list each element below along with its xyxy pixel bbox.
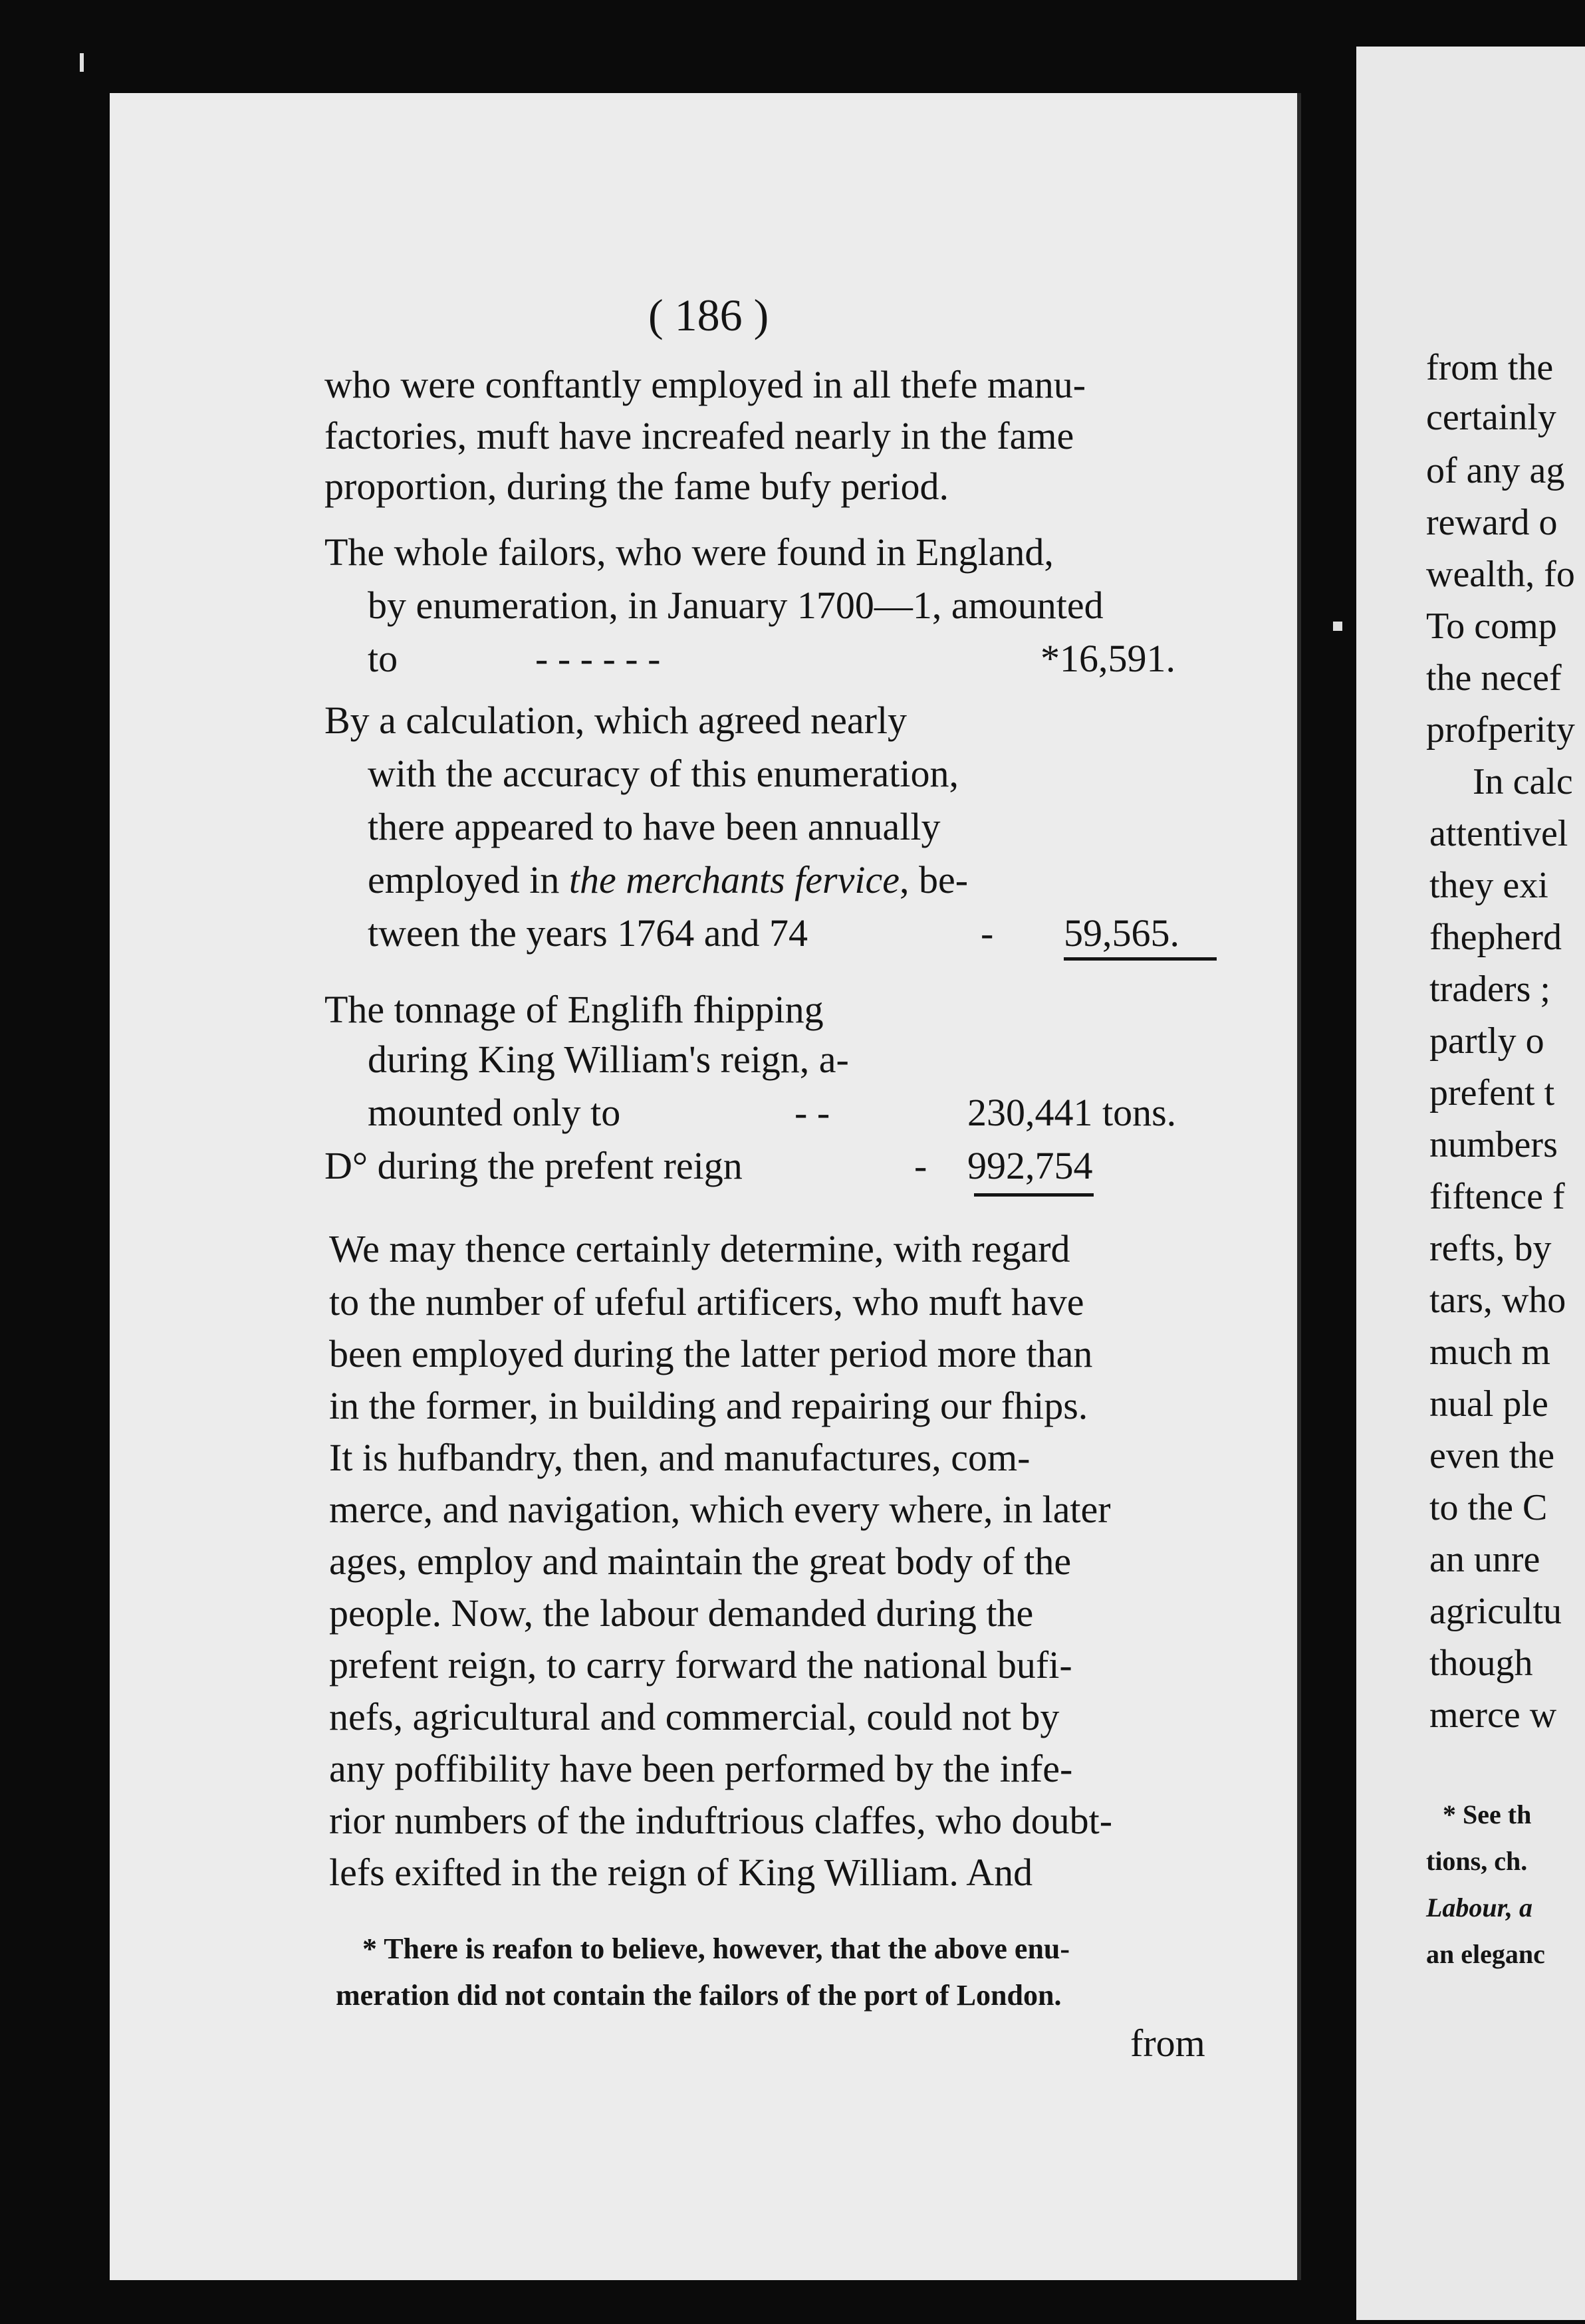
text-line: in the former, in building and repairing our fhips. (329, 1384, 1088, 1427)
leader-dashes: - - - - - - (535, 637, 661, 680)
table-label: tween the years 1764 and 74 (368, 911, 808, 955)
text-line: fhepherd (1429, 917, 1562, 958)
text-line: been employed during the latter period more than (329, 1332, 1093, 1375)
text-line: the necef (1426, 657, 1562, 699)
text-line: any poffibility have been performed by the infe- (329, 1747, 1073, 1790)
text-line: attentivel (1429, 813, 1568, 854)
footnote-line: Labour, a (1426, 1893, 1533, 1922)
text-line: who were conftantly employed in all thefe manu- (324, 363, 1086, 406)
text-line: agricultu (1429, 1591, 1562, 1632)
text-line: factories, muft have increafed nearly in the fame (324, 414, 1074, 457)
text-line: fiftence f (1429, 1176, 1565, 1217)
text-line: In calc (1473, 761, 1573, 802)
text-line: an unre (1429, 1539, 1540, 1580)
text-line: certainly (1426, 397, 1556, 438)
text-line: nual ple (1429, 1383, 1548, 1425)
text-line: merce w (1429, 1694, 1557, 1736)
text-line: ages, employ and maintain the great body of the (329, 1540, 1072, 1583)
text-line: profperity (1426, 709, 1575, 751)
text-line: The whole failors, who were found in England, (324, 530, 1054, 574)
italic-phrase: the merchants fervice (568, 858, 900, 901)
text-line: prefent reign, to carry forward the national bufi- (329, 1643, 1072, 1686)
footnote-line: * See th (1443, 1800, 1532, 1829)
footnote-line: meration did not contain the failors of the port of London. (336, 1979, 1062, 2012)
text-line: The tonnage of Englifh fhipping (324, 988, 824, 1031)
text-line: traders ; (1429, 969, 1550, 1010)
text-line: though (1429, 1643, 1533, 1684)
table-value: 230,441 tons. (967, 1091, 1177, 1134)
text-line: much m (1429, 1332, 1550, 1373)
text-line: tars, who (1429, 1280, 1566, 1321)
text-line: nefs, agricultural and commercial, could not by (329, 1695, 1060, 1738)
text-line: wealth, fo (1426, 554, 1575, 595)
sum-rule (974, 1193, 1094, 1197)
leader-dashes: - (981, 911, 994, 955)
text-line: with the accuracy of this enumeration, (368, 752, 959, 795)
footnote-line: tions, ch. (1426, 1846, 1528, 1876)
text-line: even the (1429, 1435, 1555, 1476)
text-line: reward o (1426, 502, 1558, 543)
table-value: 992,754 (967, 1144, 1093, 1187)
text-line: By a calculation, which agreed nearly (324, 699, 908, 742)
text-line: We may thence certainly determine, with regard (329, 1227, 1070, 1270)
text-line: refts, by (1429, 1228, 1552, 1269)
table-value: 59,565. (1064, 911, 1179, 955)
text-line: To comp (1426, 606, 1557, 647)
table-label: D° during the prefent reign (324, 1144, 743, 1187)
catchword: from (1130, 2022, 1205, 2065)
text-line: people. Now, the labour demanded during the (329, 1591, 1034, 1635)
table-label: mounted only to (368, 1091, 621, 1134)
text-line: It is hufbandry, then, and manufactures, com- (329, 1436, 1031, 1479)
footnote-line: an eleganc (1426, 1939, 1545, 1969)
text-line: to the number of ufeful artificers, who muft have (329, 1280, 1084, 1324)
sum-rule (1064, 957, 1217, 961)
right-page (1356, 47, 1585, 2320)
text-line: they exi (1429, 865, 1548, 906)
leader-dashes: - - (794, 1091, 830, 1134)
page-header: ( 186 ) (648, 290, 769, 340)
text-line: by enumeration, in January 1700—1, amounted (368, 584, 1104, 627)
table-label: to (368, 637, 398, 680)
text-line: merce, and navigation, which every where, in later (329, 1488, 1111, 1531)
text-line: partly o (1429, 1020, 1544, 1062)
text-line: lefs exifted in the reign of King William. And (329, 1851, 1033, 1894)
margin-speck (1333, 622, 1342, 631)
text-line: from the (1426, 347, 1554, 388)
left-page (110, 93, 1301, 2280)
text-line: rior numbers of the induftrious claffes, who doubt- (329, 1799, 1113, 1842)
text-line: numbers (1429, 1124, 1558, 1165)
text-line: proportion, during the fame bufy period. (324, 465, 949, 508)
margin-speck (80, 53, 84, 72)
text-line: there appeared to have been annually (368, 805, 941, 848)
text-line: during King William's reign, a- (368, 1038, 849, 1081)
text-line: of any ag (1426, 450, 1565, 491)
table-value: *16,591. (1040, 637, 1175, 680)
text-line: prefent t (1429, 1072, 1555, 1113)
leader-dashes: - (914, 1144, 927, 1187)
text-line: to the C (1429, 1487, 1548, 1528)
text-line: employed in the merchants fervice, be- (368, 858, 969, 901)
footnote-line: * There is reafon to believe, however, that the above enu- (362, 1932, 1070, 1965)
